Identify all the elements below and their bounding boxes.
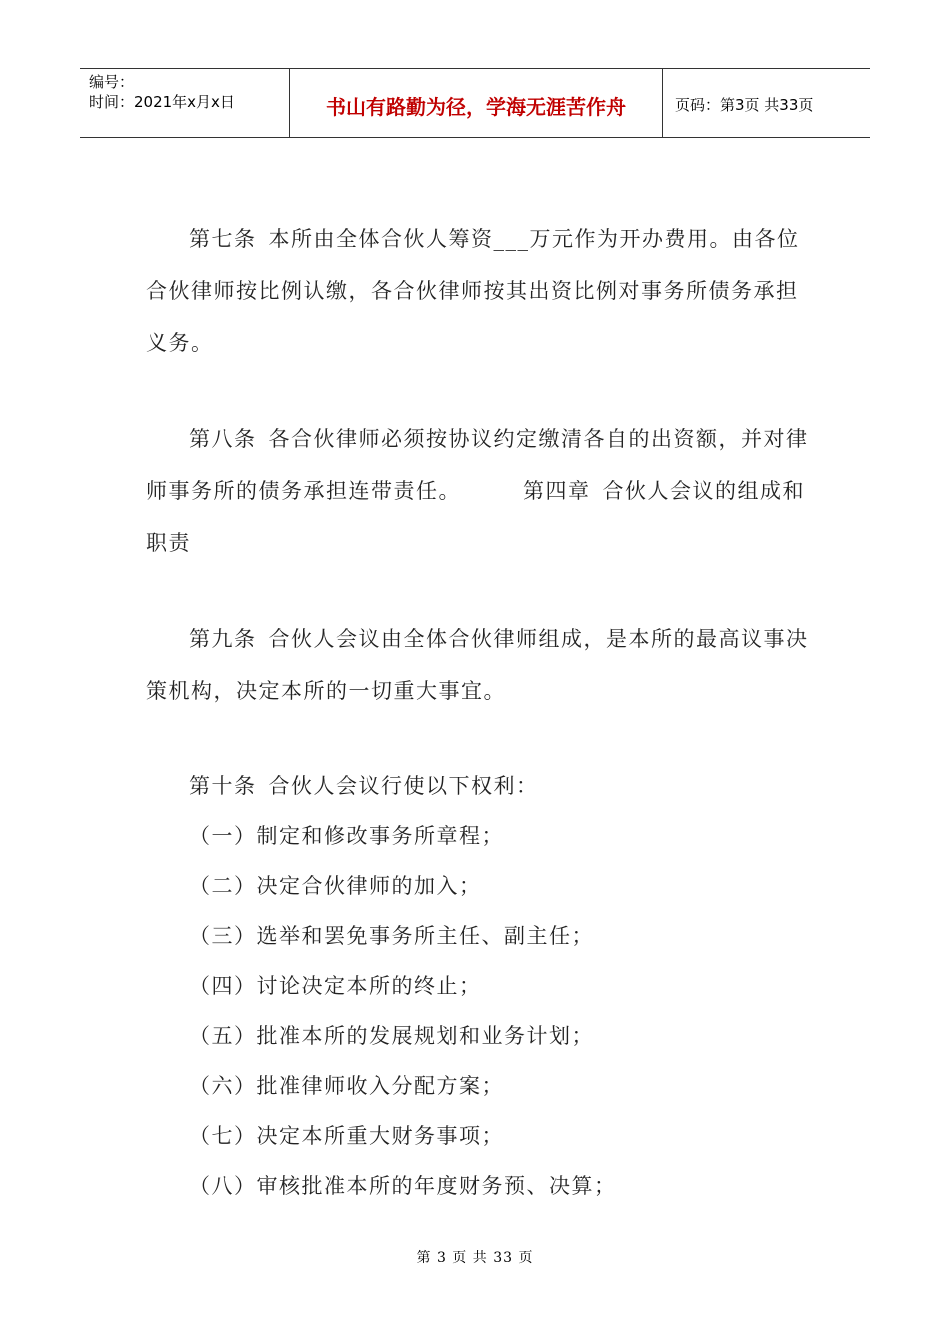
article-10-list: [146, 811, 816, 1211]
list-item: （四）讨论决定本所的终止；: [189, 974, 482, 998]
document-body: [146, 213, 816, 1211]
article-8: [146, 413, 816, 569]
article-8-label: 第八条: [189, 427, 257, 451]
chapter-4-label: 第四章: [523, 479, 591, 503]
article-10-text: 合伙人会议行使以下权利：: [268, 774, 539, 798]
list-item: （一）制定和修改事务所章程；: [189, 824, 504, 848]
document-number-label: 编号：: [89, 73, 135, 91]
article-7: [146, 213, 816, 369]
article-9-text: 合伙人会议由全体合伙律师组成，是本所的最高议事决策机构，决定本所的一切重大事宜。: [146, 627, 809, 703]
list-item: （二）决定合伙律师的加入；: [189, 874, 482, 898]
document-date: 时间：2021年x月x日: [89, 93, 235, 111]
article-7-text: 本所由全体合伙人筹资___万元作为开办费用。由各位合伙律师按比例认缴，各合伙律师按其出资比例对事务所债务承担义务。: [146, 227, 800, 355]
page-header: [80, 68, 870, 138]
header-motto: 书山有路勤为径，学海无涯苦作舟: [290, 69, 663, 137]
article-10: [146, 761, 816, 811]
article-9: [146, 613, 816, 717]
header-page-number: 页码：第3页 共33页: [675, 95, 814, 114]
article-7-label: 第七条: [189, 227, 257, 251]
list-item: （七）决定本所重大财务事项；: [189, 1124, 504, 1148]
list-item: （六）批准律师收入分配方案；: [189, 1074, 504, 1098]
list-item: （三）选举和罢免事务所主任、副主任；: [189, 924, 594, 948]
article-8-text: 各合伙律师必须按协议约定缴清各自的出资额，并对律师事务所的债务承担连带责任。: [146, 427, 809, 503]
list-item: （八）审核批准本所的年度财务预、决算；: [189, 1174, 617, 1198]
header-meta: [80, 69, 290, 137]
article-9-label: 第九条: [189, 627, 257, 651]
article-10-label: 第十条: [189, 774, 257, 798]
list-item: （五）批准本所的发展规划和业务计划；: [189, 1024, 594, 1048]
page-footer: 第 3 页 共 33 页: [416, 1250, 534, 1266]
chapter-4-title: 合伙人会议的组成和职责: [146, 479, 805, 555]
